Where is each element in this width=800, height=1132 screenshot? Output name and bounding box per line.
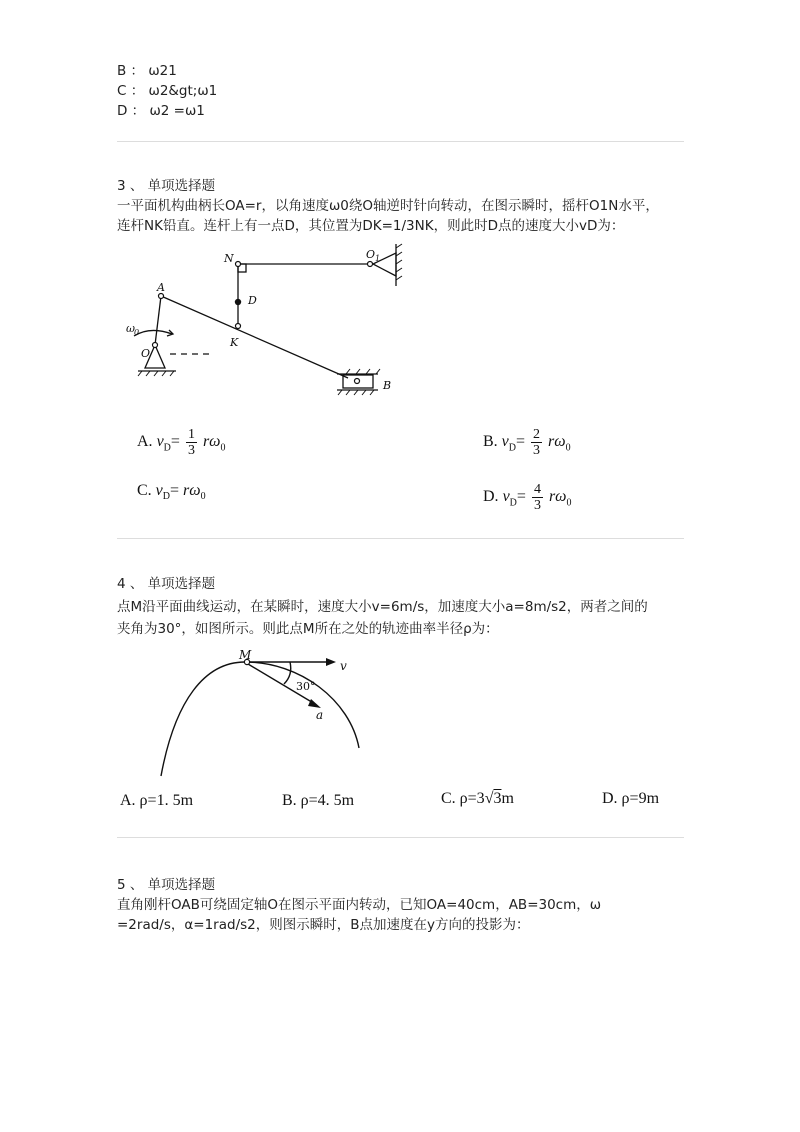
fraction: $\frac{1}{3}$ xyxy=(187,427,195,458)
q4-option-b: B. ρ=4. 5m xyxy=(282,792,355,809)
label-omega: ω xyxy=(126,322,135,335)
label-m: M xyxy=(239,648,252,662)
q3-text-line2: 连杆NK铅直。连杆上有一点D，其位置为DK=1/3NK，则此时D点的速度大小vD为： xyxy=(117,218,625,234)
q3-option-d: D. $v_D=$ $\frac{4}{3}$ $r\omega_0$ xyxy=(483,482,572,513)
section-divider xyxy=(117,837,684,838)
label-d: D xyxy=(248,294,257,307)
label-a: A xyxy=(157,281,165,294)
label-a-vector: a xyxy=(316,708,324,722)
label-v: v xyxy=(340,659,347,673)
fraction: $\frac{2}{3}$ xyxy=(533,427,541,458)
sqrt-sign: √ xyxy=(484,790,494,807)
option-d-text: D ： ω2 =ω1 xyxy=(117,103,205,119)
option-c-text: C ： ω2&gt;ω1 xyxy=(117,83,218,99)
q3-option-b: B. $v_D=$ $\frac{2}{3}$ $r\omega_0$ xyxy=(483,427,571,458)
q5-header: 5 、 单项选择题 xyxy=(117,877,216,893)
q4-option-c: C. ρ=3√3m xyxy=(441,790,514,807)
fraction: $\frac{4}{3}$ xyxy=(533,482,541,513)
label-o1: O xyxy=(366,248,376,261)
q4-header: 4 、 单项选择题 xyxy=(117,576,216,592)
label-angle: 30° xyxy=(296,680,316,693)
q3-text-line1: 一平面机构曲柄长OA=r，以角速度ω0绕O轴逆时针向转动，在图示瞬时，摇杆O1N水平， xyxy=(117,198,659,214)
q3-header: 3 、 单项选择题 xyxy=(117,178,216,194)
q5-text-line2: =2rad/s，α=1rad/s2，则图示瞬时，B点加速度在y方向的投影为： xyxy=(117,917,530,933)
q4-option-d: D. ρ=9m xyxy=(602,790,660,807)
label-o1-sub: 1 xyxy=(375,254,381,263)
label-o: O xyxy=(141,347,151,360)
label-n: N xyxy=(224,252,234,265)
q5-text-line1: 直角刚杆OAB可绕固定轴O在图示平面内转动，已知OA=40cm，AB=30cm，ω xyxy=(117,897,602,913)
label-k: K xyxy=(230,336,239,349)
q4-text-line1: 点M沿平面曲线运动，在某瞬时，速度大小v=6m/s，加速度大小a=8m/s2，两者之间的 xyxy=(117,599,648,615)
q3-option-a: A. $v_D=$ $\frac{1}{3}$ $r\omega_0$ xyxy=(137,427,226,458)
label-omega-sub: 0 xyxy=(134,328,140,337)
q3-option-c: C. $v_D= r\omega_0$ xyxy=(137,482,206,503)
q4-option-a: A. ρ=1. 5m xyxy=(120,792,194,809)
label-b: B xyxy=(383,379,392,392)
option-b-text: B ： ω21 xyxy=(117,63,177,79)
q4-text-line2: 夹角为30°，如图所示。则此点M所在之处的轨迹曲率半径ρ为： xyxy=(117,621,499,637)
